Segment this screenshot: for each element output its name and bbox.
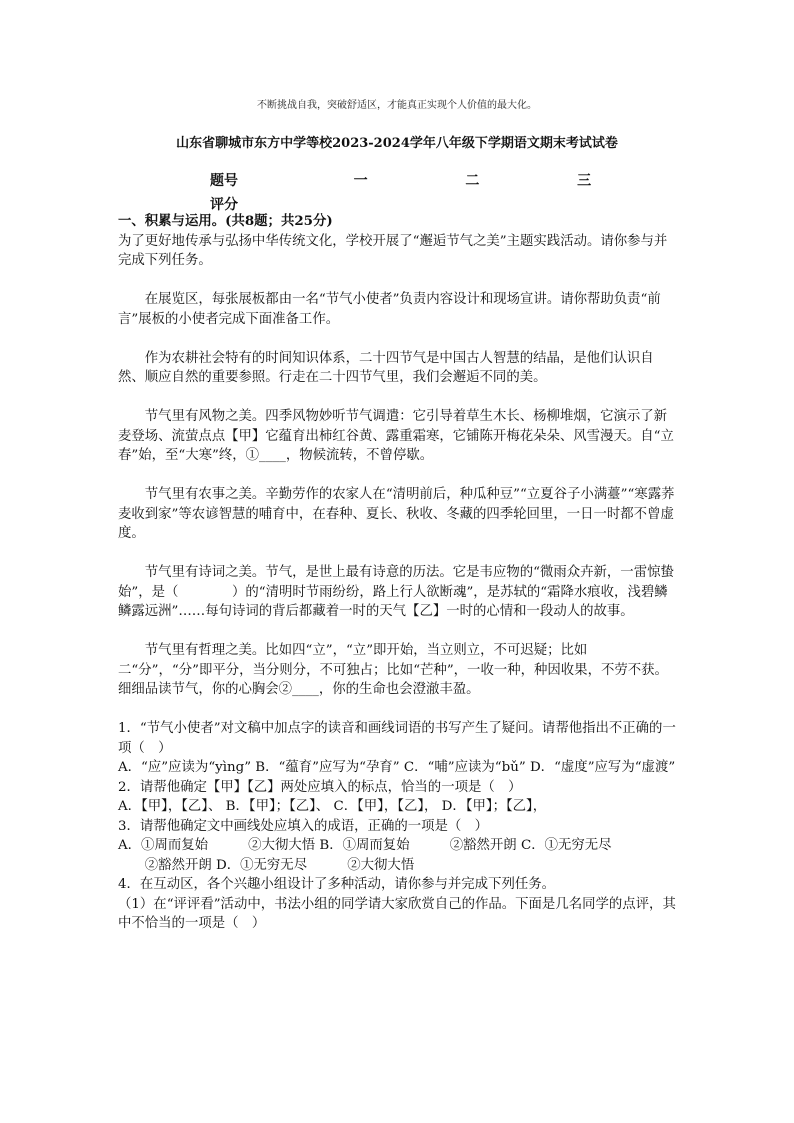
passage-paragraph: 在展览区，每张展板都由一名“节气小使者”负责内容设计和现场宣讲。请你帮助负责“前言”展板的小使者完成下面准备工作。 <box>118 292 661 327</box>
passage-paragraph: 节气里有农事之美。辛勤劳作的农家人在“清明前后，种瓜种豆”“立夏谷子小满薹”“寒露荞麦收到家”等农谚智慧的哺育中，在春种、夏长、秋收、冬藏的四季轮回里，一日一时都不曾虚度。 <box>118 487 675 541</box>
score-row-number <box>210 168 640 192</box>
page-motto: 不断挑战自我，突破舒适区，才能真正实现个人价值的最大化。 <box>257 100 537 111</box>
section-heading: 一、积累与运用。(共8题；共25分) <box>118 213 333 229</box>
question-options: A．“应”应读为“yìng” B．“蕴育”应写为“孕育” C．“哺”应读为“bǔ” D．“虚度”应写为“虚渡” <box>118 760 676 775</box>
question-options: ②豁然开朗 D．①无穷无尽 ②大彻大悟 <box>144 857 415 873</box>
passage-paragraph: 作为农耕社会特有的时间知识体系，二十四节气是中国古人智慧的结晶，是他们认识自然、顺应自然的重要参照。行走在二十四节气里，我们会邂逅不同的美。 <box>118 350 654 385</box>
score-cell-part2: 二 <box>465 173 480 189</box>
passage-paragraph: 节气里有诗词之美。节气，是世上最有诗意的历法。它是韦应物的“微雨众卉新，一雷惊蛰始”，是（ ）的“清明时节雨纷纷，路上行人欲断魂”，是苏轼的“霜降水痕收，浅碧鳞鳞露远洲”……每句诗词的背后都藏着一时的天气【乙】一时的心情和一段动人的故事。 <box>118 565 674 619</box>
question-sub-stem: （1）在“评评看”活动中，书法小组的同学请大家欣赏自己的作品。下面是几名同学的点评，其中不恰当的一项是（ ） <box>118 896 676 931</box>
passage-paragraph: 节气里有哲理之美。比如四“立”，“立”即开始，当立则立，不可迟疑；比如二“分”，“分”即平分，当分则分，不可独占；比如“芒种”，一收一种，种因收果，不劳不获。细细品读节气，你的心胸会②____，你的生命也会澄澈丰盈。 <box>118 643 668 697</box>
question-options: A．①周而复始 ②大彻大悟 B．①周而复始 ②豁然开朗 C．①无穷无尽 <box>118 838 612 853</box>
section-intro: 为了更好地传承与弘扬中华传统文化，学校开展了“邂逅节气之美”主题实践活动。请你参与并完成下列任务。 <box>118 233 668 268</box>
question-stem: 1．“节气小使者”对文稿中加点字的读音和画线词语的书写产生了疑问。请帮他指出不正确的一项（ ） <box>118 721 676 756</box>
question-stem: 3．请帮他确定文中画线处应填入的成语，正确的一项是（ ） <box>118 818 489 834</box>
question-options: A．【甲】，【乙】、 B．【甲】；【乙】、 C．【甲】，【乙】， D．【甲】；【乙】， <box>118 799 547 814</box>
question-stem: 4．在互动区，各个兴趣小组设计了多种活动，请你参与并完成下列任务。 <box>118 877 556 892</box>
score-cell-part3: 三 <box>577 173 592 189</box>
score-cell-label: 题号 <box>210 173 238 189</box>
exam-body <box>118 212 678 934</box>
exam-title: 山东省聊城市东方中学等校2023-2024学年八年级下学期语文期末考试试卷 <box>176 136 618 151</box>
score-cell-label: 评分 <box>210 197 238 213</box>
score-cell-part1: 一 <box>353 173 368 189</box>
score-table <box>210 168 640 216</box>
passage-paragraph: 节气里有风物之美。四季风物妙听节气调遣：它引导着草生木长、杨柳堆烟，它演示了新麦登场、流萤点点【甲】它蕴育出柿红谷黄、露重霜寒，它铺陈开梅花朵朵、风雪漫天。自“立春”始，至“大寒”终，①____，物候流转，不曾停歇。 <box>118 409 674 463</box>
question-stem: 2．请帮他确定【甲】【乙】两处应填入的标点，恰当的一项是（ ） <box>118 779 522 795</box>
